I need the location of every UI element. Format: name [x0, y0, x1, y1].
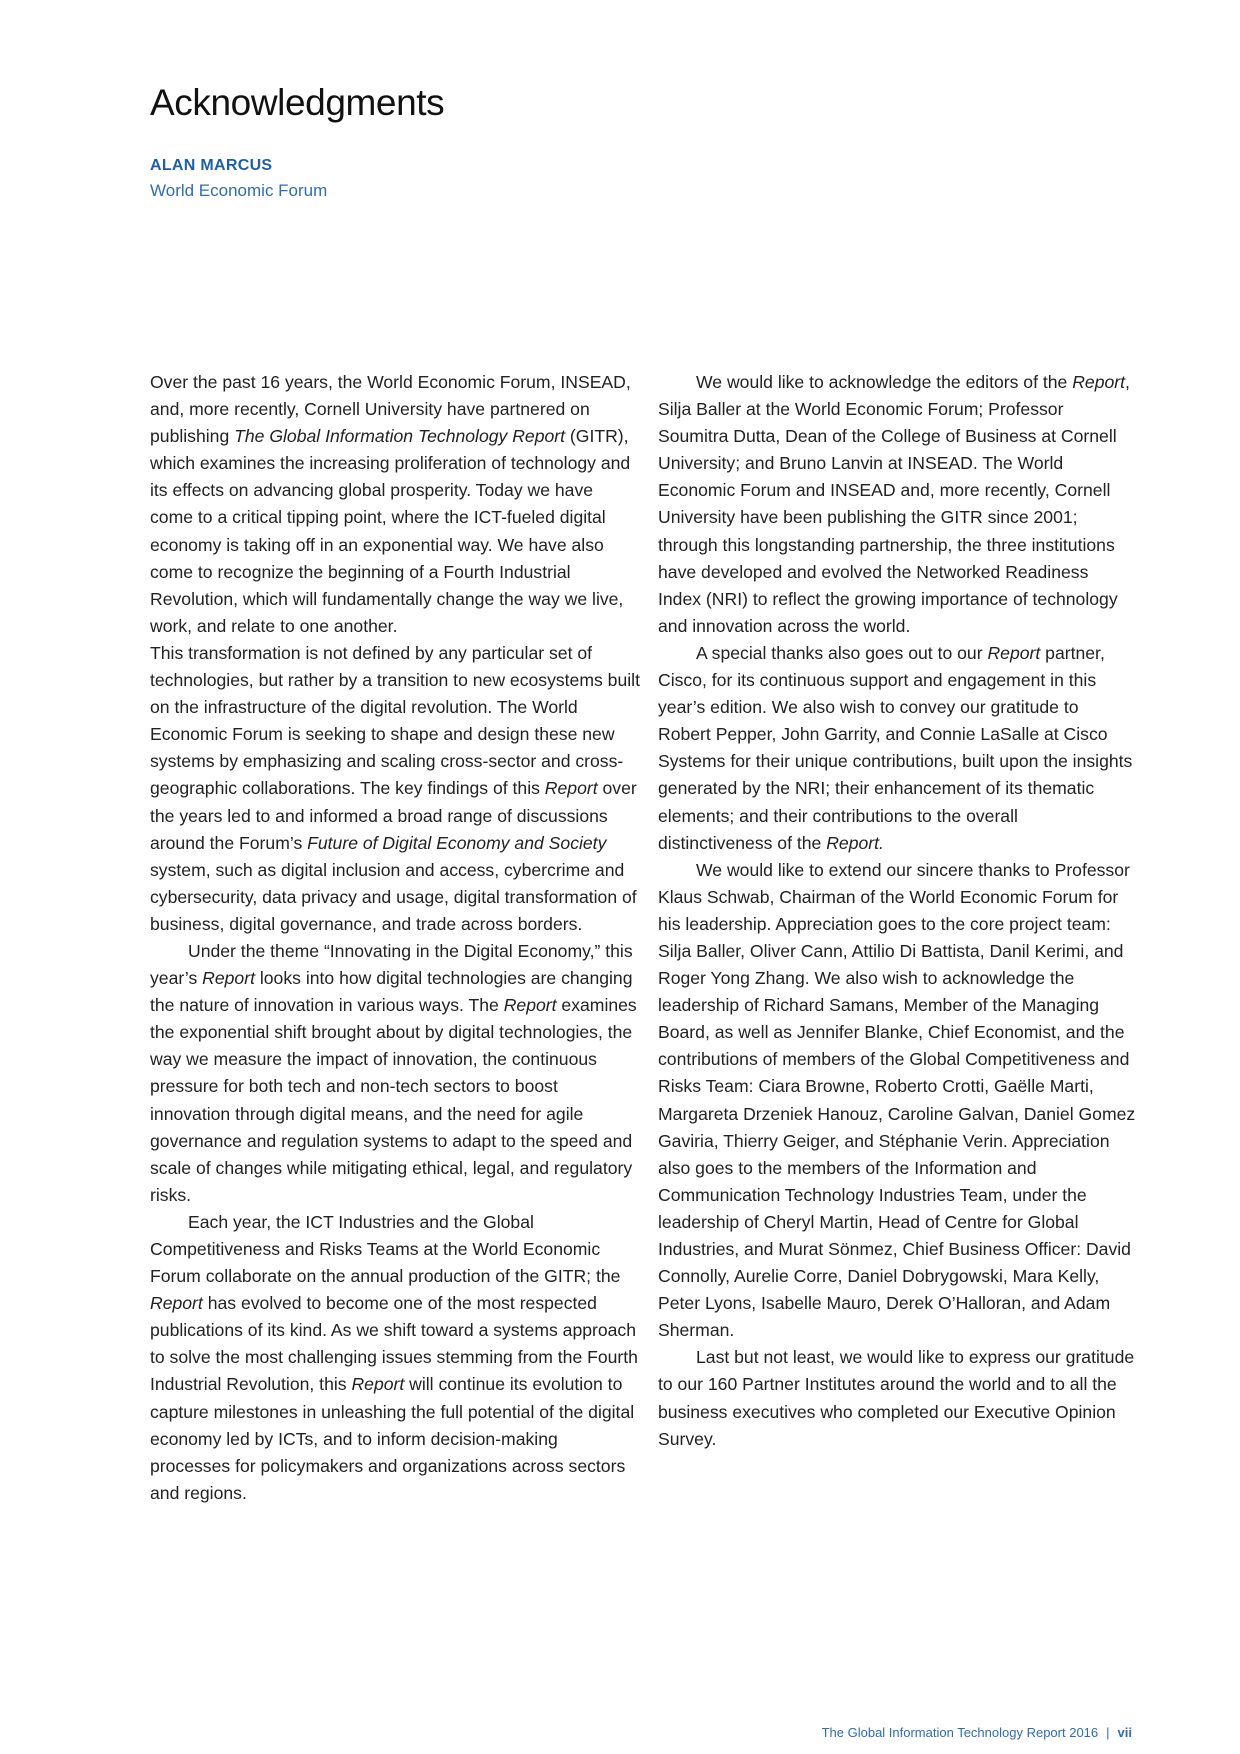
paragraph: Last but not least, we would like to express our gratitude to our 160 Partner Institutes around the world and to all the business executives who completed our Executive Opinion Survey. — [658, 1347, 1135, 1449]
paragraph: Under the theme “Innovating in the Digital Economy,” this year’s Report looks into how digital technologies are changing the nature of innovation in various ways. The Report examines the exponential shift brought about by digital technologies, the way we measure the impact of innovation, the continuous pressure for both tech and non-tech sectors to boost innovation through digital means, and the need for agile governance and regulation systems to adapt to the speed and scale of changes while mitigating ethical, legal, and regulatory risks. — [150, 940, 637, 1205]
footer-separator: | — [1106, 1725, 1110, 1740]
right-column — [658, 369, 1136, 1453]
page-title: Acknowledgments — [150, 82, 445, 123]
paragraph: Each year, the ICT Industries and the Global Competitiveness and Risks Teams at the World Economic Forum collaborate on the annual production of the GITR; the Report has evolved to become one of the most respected publications of its kind. As we shift toward a systems approach to solve the most challenging issues stemming from the Fourth Industrial Revolution, this Report will continue its evolution to capture milestones in unleashing the full potential of the digital economy led by ICTs, and to inform decision-making processes for policymakers and organizations across sectors and regions. — [150, 1211, 638, 1503]
paragraph: We would like to extend our sincere thanks to Professor Klaus Schwab, Chairman of the World Economic Forum for his leadership. Appreciation goes to the core project team: Silja Baller, Oliver Cann, Attilio Di Battista, Danil Kerimi, and Roger Yong Zhang. We also wish to acknowledge the leadership of Richard Samans, Member of the Managing Board, as well as Jennifer Blanke, Chief Economist, and the contributions of members of the Global Competitiveness and Risks Team: Ciara Browne, Roberto Crotti, Gaëlle Marti, Margareta Drzeniek Hanouz, Caroline Galvan, Daniel Gomez Gaviria, Thierry Geiger, and Stéphanie Verin. Appreciation also goes to the members of the Information and Communication Technology Industries Team, under the leadership of Cheryl Martin, Head of Centre for Global Industries, and Murat Sönmez, Chief Business Officer: David Connolly, Aurelie Corre, Daniel Dobrygowski, Mara Kelly, Peter Lyons, Isabelle Mauro, Derek O’Halloran, and Adam Sherman. — [658, 859, 1136, 1341]
paragraph: Over the past 16 years, the World Economic Forum, INSEAD, and, more recently, Cornell University have partnered on publishing The Global Information Technology Report (GITR), which examines the increasing proliferation of technology and its effects on advancing global prosperity. Today we have come to a critical tipping point, where the ICT-fueled digital economy is taking off in an exponential way. We have also come to recognize the beginning of a Fourth Industrial Revolution, which will fundamentally change the way we live, work, and relate to one another. This transformation is not defined by any particular set of technologies, but rather by a transition to new ecosystems built on the infrastructure of the digital revolution. The World Economic Forum is seeking to shape and design these new systems by emphasizing and scaling cross-sector and cross-geographic collaborations. The key findings of this Report over the years led to and informed a broad range of discussions around the Forum’s Future of Digital Economy and Society system, such as digital inclusion and access, cybercrime and cybersecurity, data privacy and usage, digital transformation of business, digital governance, and trade across borders. — [150, 372, 640, 934]
author-organization: World Economic Forum — [150, 181, 328, 200]
paragraph: We would like to acknowledge the editors of the Report, Silja Baller at the World Economic Forum; Professor Soumitra Dutta, Dean of the College of Business at Cornell University; and Bruno Lanvin at INSEAD. The World Economic Forum and INSEAD and, more recently, Cornell University have been publishing the GITR since 2001; through this longstanding partnership, the three institutions have developed and evolved the Networked Readiness Index (NRI) to reflect the growing importance of technology and innovation across the world. — [658, 372, 1130, 636]
paragraph: A special thanks also goes out to our Report partner, Cisco, for its continuous support and engagement in this year’s edition. We also wish to convey our gratitude to Robert Pepper, John Garrity, and Connie LaSalle at Cisco Systems for their unique contributions, built upon the insights generated by the NRI; their enhancement of its thematic elements; and their contributions to the overall distinctiveness of the Report. — [658, 642, 1133, 853]
page-number: vii — [1117, 1725, 1132, 1740]
author-name: ALAN MARCUS — [150, 157, 273, 174]
footer-report-title: The Global Information Technology Report 2016 — [821, 1725, 1099, 1740]
page-footer — [822, 1725, 1132, 1740]
left-column — [150, 369, 640, 1507]
